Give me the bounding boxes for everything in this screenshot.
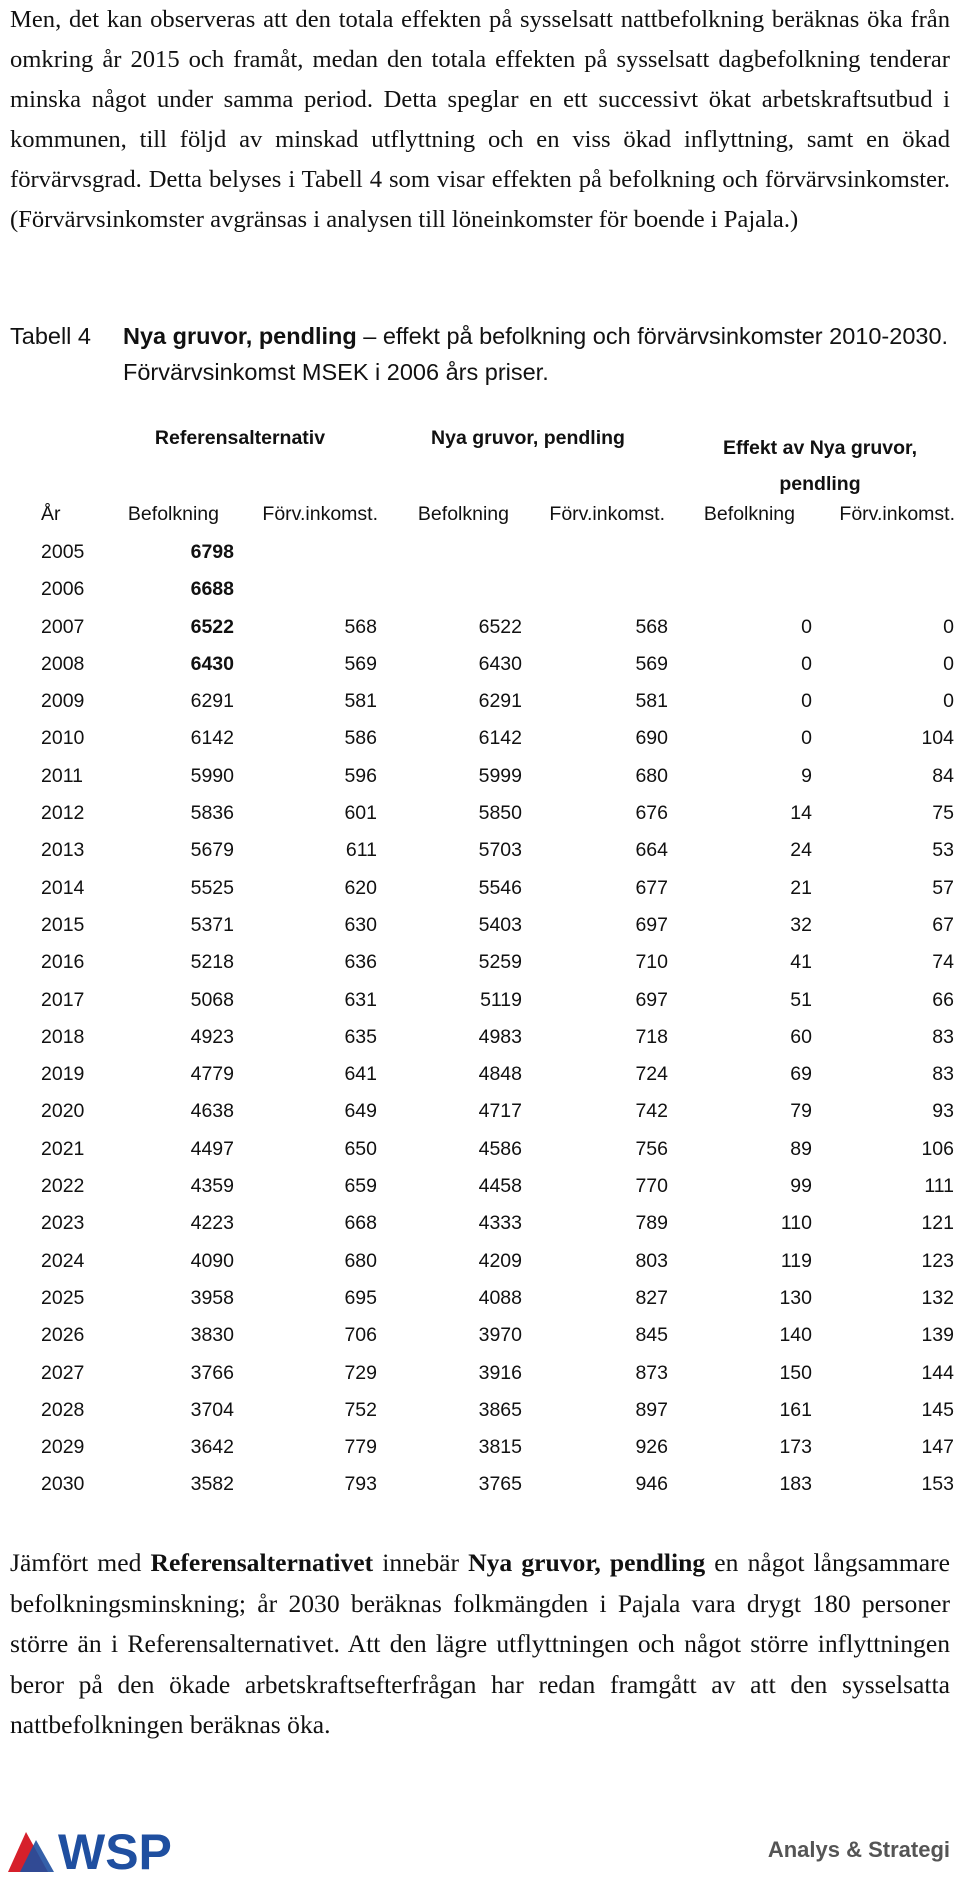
- table-row: [0, 871, 960, 908]
- table-row: [0, 796, 960, 833]
- table-cell: 845: [635, 1324, 668, 1347]
- table-cell: 93: [932, 1100, 954, 1123]
- table-cell: 568: [635, 615, 668, 638]
- table-cell: 4333: [478, 1212, 522, 1235]
- table-cell: 770: [635, 1175, 668, 1198]
- table-cell: 649: [344, 1100, 377, 1123]
- table-cell: 3642: [190, 1436, 234, 1459]
- table-cell: 635: [344, 1025, 377, 1048]
- table-cell: 0: [943, 690, 954, 713]
- table-cell: 150: [779, 1361, 812, 1384]
- table-cell: 67: [932, 913, 954, 936]
- table-cell: 0: [943, 615, 954, 638]
- table-cell: 676: [635, 802, 668, 825]
- table-cell: 5999: [478, 764, 522, 787]
- data-table: [0, 535, 960, 1505]
- table-cell: 697: [635, 913, 668, 936]
- table-row: [0, 1057, 960, 1094]
- table-cell: 4779: [190, 1063, 234, 1086]
- table-cell: 641: [344, 1063, 377, 1086]
- group-header-reference: Referensalternativ: [154, 427, 326, 449]
- table-row: [0, 983, 960, 1020]
- table-row: [0, 1281, 960, 1318]
- table-cell: 680: [344, 1249, 377, 1272]
- table-cell: 32: [790, 913, 812, 936]
- table-cell: 21: [790, 876, 812, 899]
- table-row: [0, 572, 960, 609]
- table-row: [0, 610, 960, 647]
- table-cell: 569: [635, 652, 668, 675]
- column-header-population-new: Befolkning: [417, 503, 509, 525]
- table-cell-year: 2008: [41, 652, 85, 675]
- table-cell-year: 2017: [41, 988, 85, 1011]
- table-cell: 779: [344, 1436, 377, 1459]
- table-cell: 69: [790, 1063, 812, 1086]
- table-row: [0, 1393, 960, 1430]
- table-cell: 144: [921, 1361, 954, 1384]
- table-cell: 147: [921, 1436, 954, 1459]
- table-cell: 9: [801, 764, 812, 787]
- table-cell: 793: [344, 1473, 377, 1496]
- table-cell: 873: [635, 1361, 668, 1384]
- table-cell: 636: [344, 951, 377, 974]
- table-cell: 659: [344, 1175, 377, 1198]
- table-cell: 6522: [478, 615, 522, 638]
- table-cell: 620: [344, 876, 377, 899]
- table-cell: 6522: [190, 615, 234, 638]
- table-cell: 75: [932, 802, 954, 825]
- table-cell: 3830: [190, 1324, 234, 1347]
- table-row: [0, 833, 960, 870]
- table-row: [0, 1430, 960, 1467]
- column-header-population-effect: Befolkning: [703, 503, 795, 525]
- table-cell: 153: [921, 1473, 954, 1496]
- outro-paragraph: [10, 1543, 950, 1746]
- table-cell: 3582: [190, 1473, 234, 1496]
- table-cell: 690: [635, 727, 668, 750]
- table-cell-year: 2012: [41, 802, 85, 825]
- table-cell: 5371: [190, 913, 234, 936]
- group-header-effect: Effekt av Nya gruvor, pendling: [723, 437, 917, 495]
- table-cell: 119: [780, 1249, 812, 1272]
- table-row: [0, 1020, 960, 1057]
- table-cell: 742: [635, 1100, 668, 1123]
- table-cell: 729: [344, 1361, 377, 1384]
- table-cell: 5546: [478, 876, 522, 899]
- table-cell: 756: [635, 1137, 668, 1160]
- table-cell: 5836: [190, 802, 234, 825]
- table-cell: 710: [635, 951, 668, 974]
- table-cell: 5679: [190, 839, 234, 862]
- table-cell-year: 2011: [41, 764, 83, 787]
- table-cell: 14: [790, 802, 812, 825]
- column-header-income-ref: Förv.inkomst.: [262, 503, 378, 525]
- table-cell: 897: [635, 1398, 668, 1421]
- table-cell: 569: [344, 652, 377, 675]
- column-header-year: År: [41, 503, 61, 525]
- table-cell: 4983: [478, 1025, 522, 1048]
- table-row: [0, 1132, 960, 1169]
- table-cell-year: 2010: [41, 727, 85, 750]
- table-cell-year: 2016: [41, 951, 85, 974]
- table-cell-year: 2024: [41, 1249, 85, 1272]
- outro-text-2: innebär: [373, 1548, 469, 1577]
- table-row: [0, 945, 960, 982]
- table-cell: 0: [801, 652, 812, 675]
- table-cell: 140: [779, 1324, 812, 1347]
- table-cell: 581: [344, 690, 377, 713]
- table-cell: 4497: [190, 1137, 234, 1160]
- table-cell: 183: [779, 1473, 812, 1496]
- table-cell: 6430: [190, 652, 234, 675]
- table-cell-year: 2007: [41, 615, 85, 638]
- table-cell: 6798: [190, 541, 234, 563]
- table-cell: 53: [932, 839, 954, 862]
- table-cell-year: 2023: [41, 1212, 85, 1235]
- table-cell: 161: [779, 1398, 812, 1421]
- table-cell: 664: [635, 839, 668, 862]
- table-cell: 6688: [190, 578, 234, 601]
- table-cell: 4209: [478, 1249, 522, 1272]
- table-row: [0, 1244, 960, 1281]
- table-cell: 4586: [478, 1137, 522, 1160]
- table-cell: 946: [635, 1473, 668, 1496]
- column-header-income-effect: Förv.inkomst.: [839, 503, 955, 525]
- table-cell: 650: [344, 1137, 377, 1160]
- table-row: [0, 647, 960, 684]
- outro-bold-2: Nya gruvor, pendling: [468, 1548, 706, 1577]
- table-row: [0, 1169, 960, 1206]
- table-cell: 752: [344, 1398, 377, 1421]
- table-caption-rest: – effekt på befolkning och förvärvsinkomster 2010-2030. Förvärvsinkomst MSEK i 2006 års priser.: [123, 323, 949, 385]
- table-cell-year: 2021: [41, 1137, 85, 1160]
- table-cell: 724: [635, 1063, 668, 1086]
- table-cell: 145: [921, 1398, 954, 1421]
- table-cell: 586: [344, 727, 377, 750]
- table-cell: 695: [344, 1286, 377, 1309]
- table-cell: 0: [801, 615, 812, 638]
- table-cell: 99: [790, 1175, 812, 1198]
- table-row: [0, 908, 960, 945]
- table-cell: 4088: [478, 1286, 522, 1309]
- table-caption-text: [123, 318, 953, 390]
- table-cell: 803: [635, 1249, 668, 1272]
- table-cell: 110: [780, 1212, 812, 1235]
- table-cell: 3970: [478, 1324, 522, 1347]
- table-caption-label: Tabell 4: [10, 323, 91, 349]
- table-cell: 3958: [190, 1286, 234, 1309]
- table-cell: 3865: [478, 1398, 522, 1421]
- table-cell-year: 2005: [41, 541, 85, 563]
- table-cell: 3765: [478, 1473, 522, 1496]
- table-cell: 4090: [190, 1249, 234, 1272]
- table-cell: 83: [932, 1063, 954, 1086]
- table-cell: 581: [635, 690, 668, 713]
- table-cell: 6291: [190, 690, 234, 713]
- table-cell: 596: [344, 764, 377, 787]
- table-cell: 104: [921, 727, 954, 750]
- table-row: [0, 1318, 960, 1355]
- table-cell: 0: [943, 652, 954, 675]
- footer-brand: Analys & Strategi: [767, 1837, 950, 1862]
- table-cell-year: 2026: [41, 1324, 85, 1347]
- table-cell: 5119: [480, 988, 522, 1011]
- table-row: [0, 1094, 960, 1131]
- table-cell: 611: [345, 839, 377, 862]
- table-cell: 57: [932, 876, 954, 899]
- table-cell-year: 2018: [41, 1025, 85, 1048]
- table-cell: 132: [921, 1286, 954, 1309]
- table-cell: 106: [921, 1137, 954, 1160]
- table-cell: 6142: [190, 727, 234, 750]
- table-cell: 601: [344, 802, 377, 825]
- table-cell-year: 2009: [41, 690, 85, 713]
- table-cell: 4717: [478, 1100, 522, 1123]
- table-caption-bold: Nya gruvor, pendling: [123, 323, 357, 349]
- outro-text-1: Jämfört med: [10, 1548, 151, 1577]
- table-cell-year: 2030: [41, 1473, 85, 1496]
- table-cell: 5403: [478, 913, 522, 936]
- table-cell: 4923: [190, 1025, 234, 1048]
- table-cell-year: 2025: [41, 1286, 85, 1309]
- table-row: [0, 684, 960, 721]
- table-cell: 677: [635, 876, 668, 899]
- table-cell: 5218: [190, 951, 234, 974]
- column-header-population-ref: Befolkning: [127, 503, 219, 525]
- table-cell: 66: [932, 988, 954, 1011]
- table-cell: 0: [801, 727, 812, 750]
- table-cell: 5525: [190, 876, 234, 899]
- table-cell-year: 2028: [41, 1398, 85, 1421]
- table-cell: 74: [932, 951, 954, 974]
- table-cell: 3916: [478, 1361, 522, 1384]
- table-cell-year: 2029: [41, 1436, 85, 1459]
- table-cell: 5259: [478, 951, 522, 974]
- table-cell: 173: [779, 1436, 812, 1459]
- table-cell: 706: [344, 1324, 377, 1347]
- column-header-income-new: Förv.inkomst.: [549, 503, 665, 525]
- table-cell: 3704: [190, 1398, 234, 1421]
- table-cell-year: 2014: [41, 876, 85, 899]
- table-cell-year: 2020: [41, 1100, 85, 1123]
- table-cell: 60: [790, 1025, 812, 1048]
- table-cell: 139: [921, 1324, 954, 1347]
- table-row: [0, 1467, 960, 1504]
- table-cell: 5850: [478, 802, 522, 825]
- table-cell: 668: [344, 1212, 377, 1235]
- table-cell: 79: [790, 1100, 812, 1123]
- table-cell-year: 2027: [41, 1361, 85, 1384]
- wsp-logo: [6, 1822, 191, 1874]
- table-cell: 0: [801, 690, 812, 713]
- table-cell: 130: [779, 1286, 812, 1309]
- group-header-new-mines: Nya gruvor, pendling: [431, 427, 625, 449]
- table-cell: 83: [932, 1025, 954, 1048]
- table-cell: 4223: [190, 1212, 234, 1235]
- outro-bold-1: Referensalternativet: [150, 1548, 374, 1577]
- table-row: [0, 1206, 960, 1243]
- table-cell: 84: [932, 764, 954, 787]
- table-row: [0, 1356, 960, 1393]
- table-cell: 827: [635, 1286, 668, 1309]
- table-cell: 5068: [190, 988, 234, 1011]
- table-row: [0, 535, 960, 572]
- table-cell: 697: [635, 988, 668, 1011]
- table-cell: 631: [344, 988, 377, 1011]
- table-cell: 51: [790, 988, 812, 1011]
- table-cell: 5703: [478, 839, 522, 862]
- table-cell: 630: [344, 913, 377, 936]
- table-cell: 680: [635, 764, 668, 787]
- table-cell-year: 2006: [41, 578, 85, 601]
- table-cell: 718: [635, 1025, 668, 1048]
- table-cell: 5990: [190, 764, 234, 787]
- table-row: [0, 759, 960, 796]
- outro-text-3: en något långsammare befolkningsminskning; år 2030 beräknas folkmängden i Pajala vara drygt 180 personer större än i Referensalternativet. Att den lägre utflyttningen och något större inflyttningen beror på den ökade arbetskraftsefterfrågan har redan framgått av att den sysselsatta nattbefolkningen beräknas öka.: [10, 1548, 950, 1739]
- table-cell: 41: [790, 951, 812, 974]
- table-cell: 4638: [190, 1100, 234, 1123]
- intro-paragraph: Men, det kan observeras att den totala effekten på sysselsatt nattbefolkning beräknas öka från omkring år 2015 och framåt, medan den totala effekten på sysselsatt dagbefolkning tenderar minska något under samma period. Detta speglar en ett successivt ökat arbetskraftsutbud i kommunen, till följd av minskad utflyttning och en viss ökad inflyttning, samt en ökad förvärvsgrad. Detta belyses i Tabell 4 som visar effekten på befolkning och förvärvsinkomster. (Förvärvsinkomster avgränsas i analysen till löneinkomster för boende i Pajala.): [10, 6, 950, 233]
- table-cell: 24: [790, 839, 812, 862]
- table-cell: 568: [344, 615, 377, 638]
- table-cell: 121: [921, 1212, 954, 1235]
- table-cell: 4359: [190, 1175, 234, 1198]
- table-cell: 926: [635, 1436, 668, 1459]
- table-row: [0, 721, 960, 758]
- table-cell-year: 2022: [41, 1175, 85, 1198]
- logo-text: WSP: [58, 1824, 172, 1874]
- table-cell: 789: [635, 1212, 668, 1235]
- table-cell: 6142: [478, 727, 522, 750]
- table-cell: 89: [790, 1137, 812, 1160]
- table-cell: 111: [924, 1175, 954, 1198]
- table-cell-year: 2015: [41, 913, 85, 936]
- table-cell: 6430: [478, 652, 522, 675]
- table-cell: 6291: [478, 690, 522, 713]
- table-cell: 3766: [190, 1361, 234, 1384]
- table-cell: 4848: [478, 1063, 522, 1086]
- table-cell: 4458: [478, 1175, 522, 1198]
- table-cell: 123: [921, 1249, 954, 1272]
- table-cell-year: 2019: [41, 1063, 85, 1086]
- table-cell: 3815: [478, 1436, 522, 1459]
- table-cell-year: 2013: [41, 839, 85, 862]
